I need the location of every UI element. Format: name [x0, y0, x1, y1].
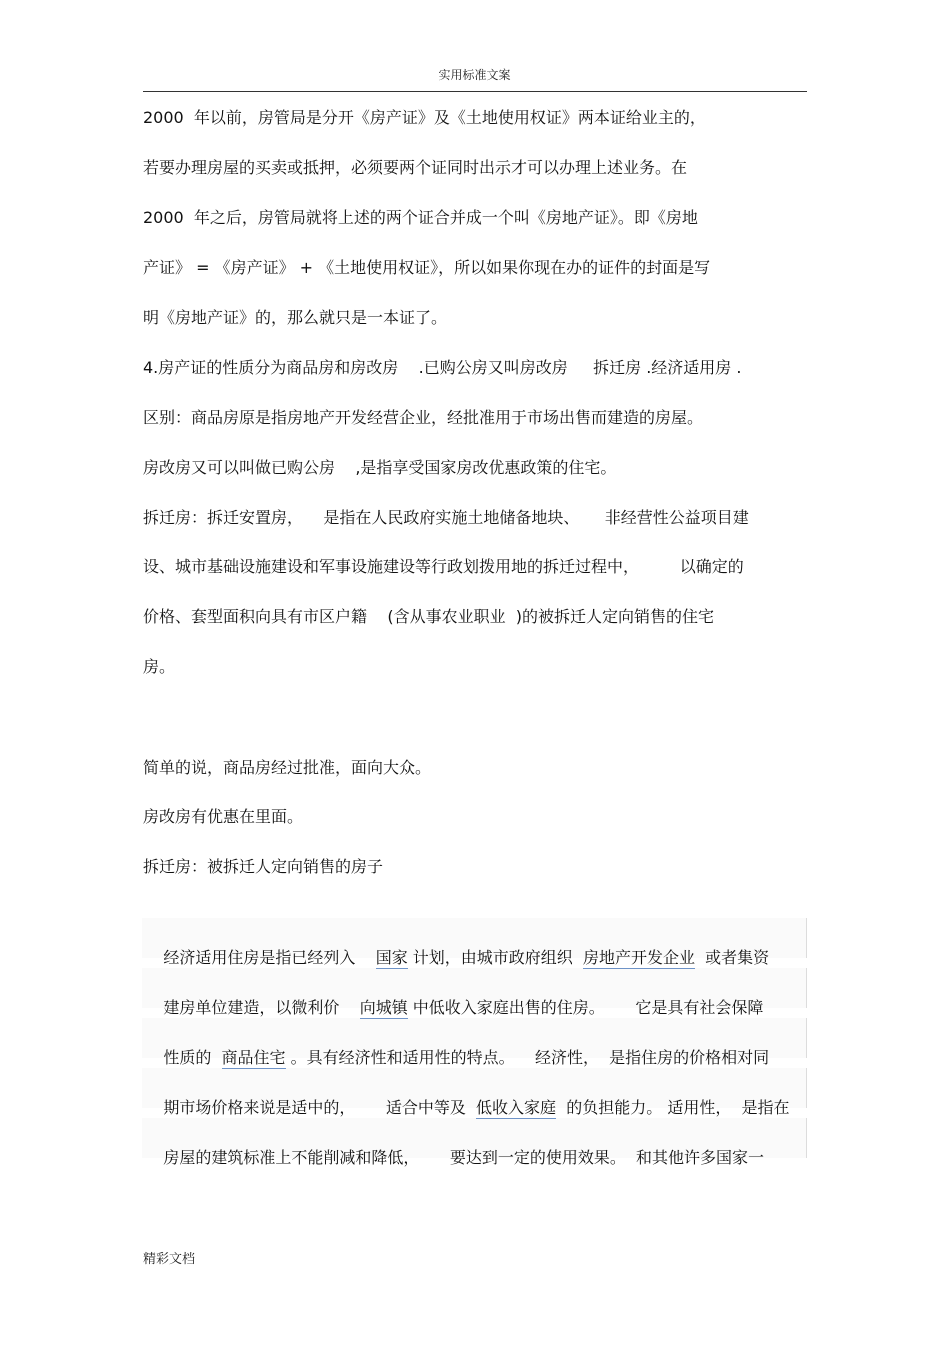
- box-text: 建房单位建造，以微利价: [163, 998, 360, 1017]
- text-line: 价格、套型面积向具有市区户籍 (含从事农业职业 )的被拆迁人定向销售的住宅: [143, 607, 715, 626]
- link-xiangchengzhen[interactable]: 向城镇: [359, 998, 408, 1017]
- text-line: 若要办理房屋的买卖或抵押，必须要两个证同时出示才可以办理上述业务。在: [143, 158, 688, 177]
- box-line: [143, 1128, 764, 1188]
- link-commercial-housing[interactable]: 商品住宅: [221, 1048, 286, 1067]
- text-line: 2000 年之后，房管局就将上述的两个证合并成一个叫《房地产证》。即《房地: [143, 208, 698, 227]
- box-text: 性质的: [163, 1048, 222, 1067]
- link-low-income-family[interactable]: 低收入家庭: [476, 1098, 557, 1117]
- text-line: 拆迁房：被拆迁人定向销售的房子: [143, 857, 384, 876]
- text-line: 简单的说，商品房经过批准，面向大众。: [143, 758, 432, 777]
- box-text: 中低收入家庭出售的住房。 它是具有社会保障: [407, 998, 764, 1017]
- box-text: 的负担能力。 适用性， 是指在: [556, 1098, 790, 1117]
- box-text: 。具有经济性和适用性的特点。 经济性， 是指住房的价格相对同: [285, 1048, 770, 1067]
- text-line: 房。: [143, 657, 176, 676]
- page-header: 实用标准文案: [438, 68, 511, 82]
- box-text: 或者集资: [695, 948, 770, 967]
- text-line: 房改房又可以叫做已购公房 ,是指享受国家房改优惠政策的住宅。: [143, 458, 617, 477]
- text-line: 明《房地产证》的，那么就只是一本证了。: [143, 308, 448, 327]
- text-line: 产证》 = 《房产证》 + 《土地使用权证》，所以如果你现在办的证件的封面是写: [143, 258, 711, 277]
- link-real-estate-developer[interactable]: 房地产开发企业: [582, 948, 695, 967]
- text-line: 设、城市基础设施建设和军事设施建设等行政划拨用地的拆迁过程中， 以确定的: [143, 557, 744, 576]
- link-guojia[interactable]: 国家: [375, 948, 408, 967]
- box-text: 期市场价格来说是适中的， 适合中等及: [163, 1098, 477, 1117]
- box-text: 计划，由城市政府组织: [407, 948, 583, 967]
- text-line: 房改房有优惠在里面。: [143, 807, 304, 826]
- header-rule: [143, 91, 807, 92]
- text-line: 区别：商品房原是指房地产开发经营企业，经批准用于市场出售而建造的房屋。: [143, 408, 704, 427]
- text-line: 2000 年以前，房管局是分开《房产证》及《土地使用权证》两本证给业主的，: [143, 108, 706, 127]
- text-line: 4.房产证的性质分为商品房和房改房 .已购公房又叫房改房 拆迁房 .经济适用房 .: [143, 358, 742, 377]
- page-footer: 精彩文档: [143, 1252, 196, 1267]
- text-line: 拆迁房：拆迁安置房， 是指在人民政府实施土地储备地块、 非经营性公益项目建: [143, 508, 749, 527]
- box-text: 经济适用住房是指已经列入: [163, 948, 376, 967]
- box-text: 房屋的建筑标准上不能削减和降低， 要达到一定的使用效果。 和其他许多国家一: [163, 1148, 765, 1167]
